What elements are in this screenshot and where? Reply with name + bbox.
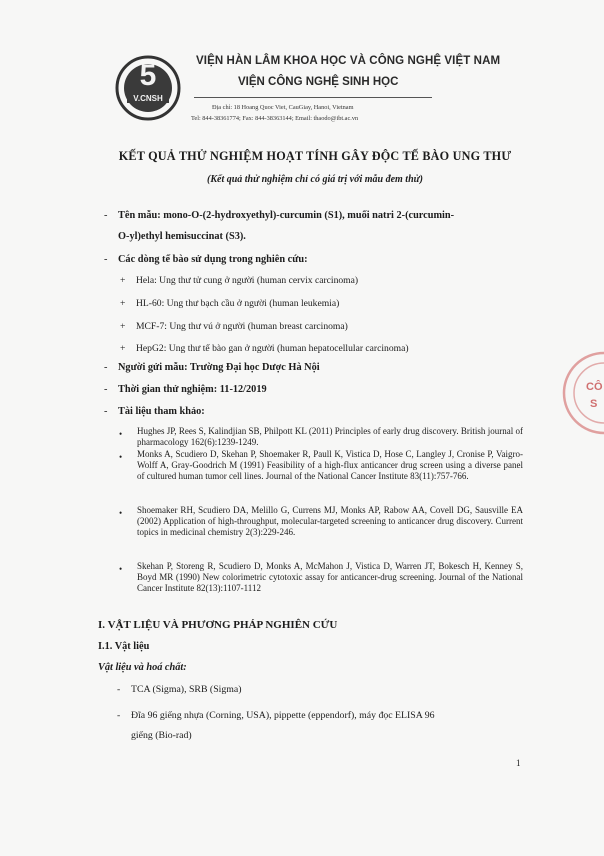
document-title: KẾT QUẢ THỬ NGHIỆM HOẠT TÍNH GÂY ĐỘC TẾ BÀO UNG THƯ: [118, 149, 512, 163]
references-label: - Tài liệu tham khảo:: [104, 406, 205, 417]
test-time: - Thời gian thử nghiệm: 11-12/2019: [104, 384, 267, 395]
cell-line-item: + Hela: Ung thư tử cung ở người (human cervix carcinoma): [120, 275, 359, 286]
document-subtitle: (Kết quả thử nghiệm chỉ có giá trị với mẫu đem thử): [207, 174, 423, 185]
address-line: Địa chỉ: 18 Hoang Quoc Viet, CauGiay, Hanoi, Vietnam: [212, 104, 354, 111]
material-item: - Đĩa 96 giếng nhựa (Corning, USA), pippette (eppendorf), máy đọc ELISA 96: [117, 710, 435, 721]
sample-name: - Tên mẫu: mono-O-(2-hydroxyethyl)-curcumin (S1), muối natri 2-(curcumin-: [104, 210, 455, 221]
page-number: 1: [516, 758, 521, 768]
bullet-icon: •: [119, 564, 123, 574]
contact-line: Tel: 844-38361774; Fax: 844-38363144; Email: thaodo@ibt.ac.vn: [191, 115, 359, 122]
reference-item: Skehan P, Storeng R, Scudiero D, Monks A, McMahon J, Vistica D, Warren JT, Bokesch H, Kenney S, Boyd MR (1990) New colorimetric cytotoxic assay for anticancer-drug screening. Journal of the National Cancer Institute 82(13):1107-1112: [137, 561, 523, 594]
cell-line-item: + HepG2: Ung thư tế bào gan ở người (human hepatocellular carcinoma): [120, 343, 409, 354]
logo-text: V.CNSH: [133, 94, 163, 103]
material-item: - TCA (Sigma), SRB (Sigma): [117, 684, 242, 695]
bullet-icon: •: [119, 429, 123, 439]
institute-logo: [111, 52, 185, 122]
institution-name: VIỆN CÔNG NGHỆ SINH HỌC: [238, 76, 399, 88]
bullet-icon: •: [119, 452, 123, 462]
chemicals-label: Vật liệu và hoá chất:: [98, 662, 187, 673]
logo-number: 5: [139, 59, 157, 92]
seal-stamp: [560, 345, 604, 445]
sample-name-cont: O-yl)ethyl hemisuccinat (S3).: [118, 231, 246, 242]
reference-item: Monks A, Scudiero D, Skehan P, Shoemaker R, Paull K, Vistica D, Hose C, Langley J, Cronise P, Vaigro-Wolff A, Gray-Goodrich M (1991) Feasibility of a high-flux anticancer drug screen using a diverse panel of cultured human tumor cell lines. Journal of the National Cancer Institute 83(11):757-766.: [137, 449, 523, 482]
sample-sender: - Người gửi mẫu: Trường Đại học Dược Hà Nội: [104, 362, 320, 373]
svg-text:CÔ: CÔ: [586, 381, 603, 393]
institution-parent: VIỆN HÀN LÂM KHOA HỌC VÀ CÔNG NGHỆ VIỆT NAM: [196, 55, 501, 67]
header-divider: [194, 97, 432, 98]
reference-item: Hughes JP, Rees S, Kalindjian SB, Philpott KL (2011) Principles of early drug discovery. British journal of pharmacology 162(6):1239-1249.: [137, 426, 523, 448]
cell-line-item: + HL-60: Ung thư bạch cầu ở người (human leukemia): [120, 298, 340, 309]
reference-item: Shoemaker RH, Scudiero DA, Melillo G, Currens MJ, Monks AP, Rabow AA, Covell DG, Sausville EA (2002) Application of high-throughput, molecular-targeted screening to anticancer drug discovery. Current topics in medicinal chemistry 2(3):229-246.: [137, 505, 523, 538]
materials-subheading: I.1. Vật liệu: [98, 641, 150, 652]
bullet-icon: •: [119, 508, 123, 518]
material-item-cont: giếng (Bio-rad): [131, 730, 192, 741]
methods-heading: I. VẬT LIỆU VÀ PHƯƠNG PHÁP NGHIÊN CỨU: [98, 619, 338, 631]
cell-line-item: + MCF-7: Ung thư vú ở người (human breast carcinoma): [120, 321, 348, 332]
svg-text:S: S: [590, 398, 598, 410]
cell-lines-label: - Các dòng tế bào sử dụng trong nghiên cứu:: [104, 254, 308, 265]
